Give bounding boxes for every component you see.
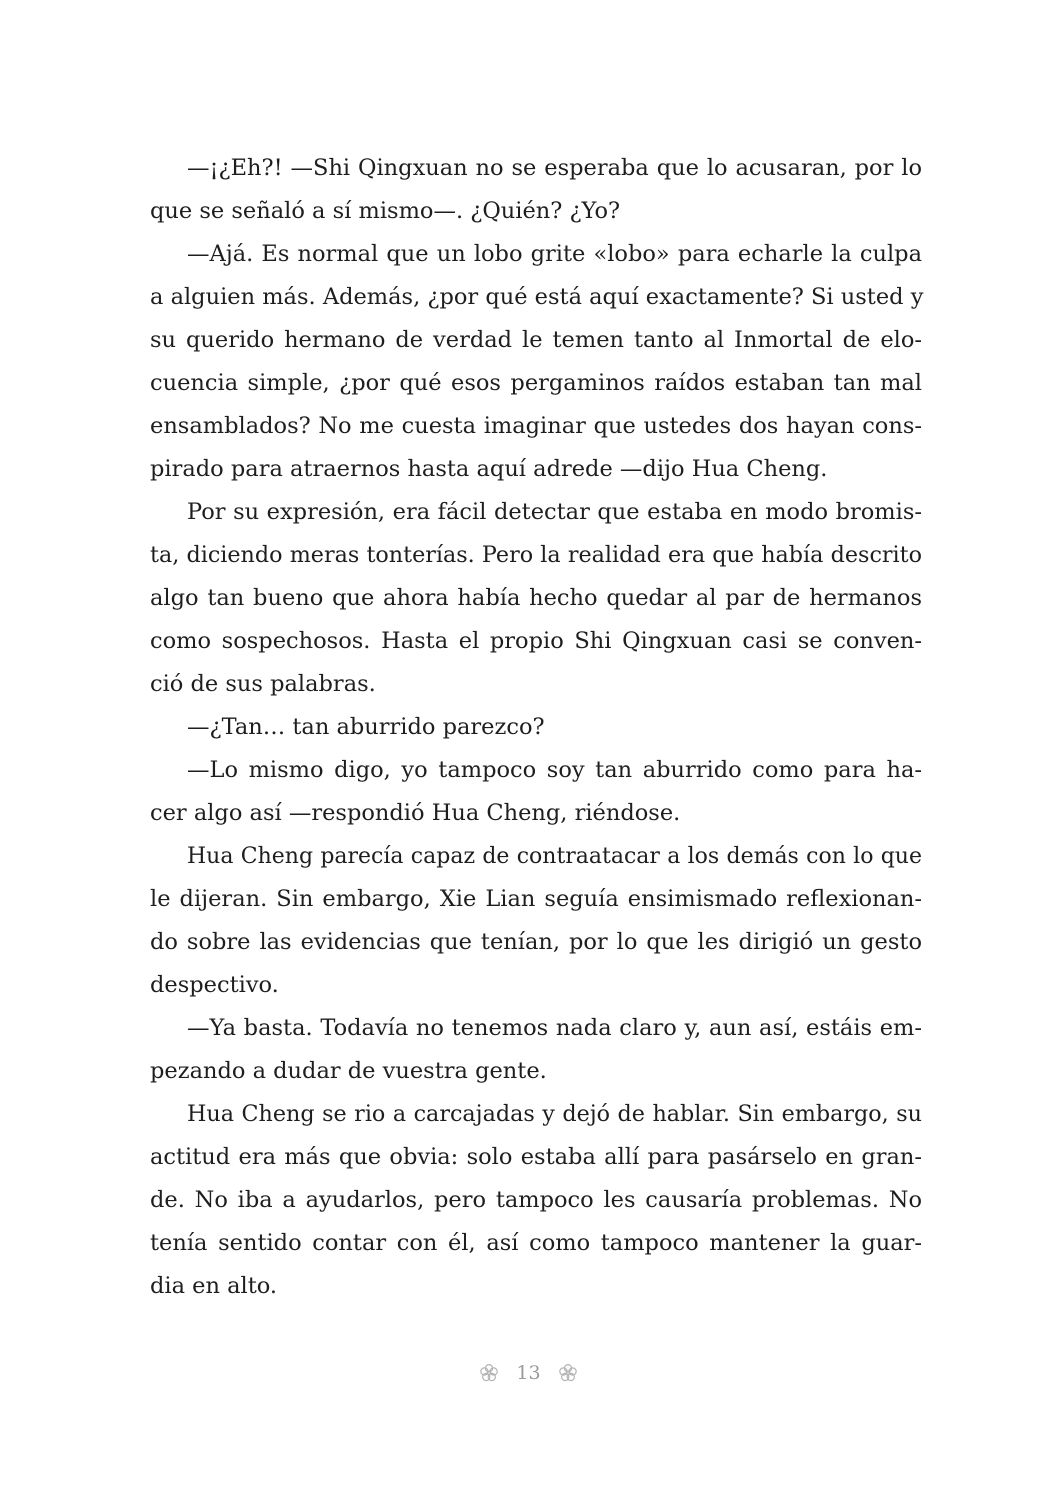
text-line: su querido hermano de verdad le temen tanto al Inmortal de elo- bbox=[150, 327, 922, 353]
text-line: Hua Cheng se rio a carcajadas y dejó de hablar. Sin embargo, su bbox=[187, 1101, 922, 1127]
text-line: actitud era más que obvia: solo estaba allí para pasárselo en gran- bbox=[150, 1144, 922, 1170]
body-text bbox=[150, 147, 922, 1308]
text-line: ció de sus palabras. bbox=[150, 671, 376, 697]
text-line: ensamblados? No me cuesta imaginar que ustedes dos hayan cons- bbox=[150, 413, 922, 439]
text-line: Por su expresión, era fácil detectar que estaba en modo bromis- bbox=[187, 499, 922, 525]
text-line: cuencia simple, ¿por qué esos pergaminos raídos estaban tan mal bbox=[150, 370, 922, 396]
flower-ornament-icon bbox=[557, 1362, 579, 1384]
text-line: cer algo así —respondió Hua Cheng, riéndose. bbox=[150, 800, 681, 826]
text-line: despectivo. bbox=[150, 972, 279, 998]
text-line: de. No iba a ayudarlos, pero tampoco les causaría problemas. No bbox=[150, 1187, 922, 1213]
text-line: a alguien más. Además, ¿por qué está aquí exactamente? Si usted y bbox=[150, 284, 924, 310]
text-line: —Lo mismo digo, yo tampoco soy tan aburrido como para ha- bbox=[187, 757, 922, 783]
text-line: le dijeran. Sin embargo, Xie Lian seguía ensimismado reflexionan- bbox=[150, 886, 922, 912]
text-line: —Ajá. Es normal que un lobo grite «lobo» para echarle la culpa bbox=[187, 241, 922, 267]
text-line: algo tan bueno que ahora había hecho quedar al par de hermanos bbox=[150, 585, 922, 611]
text-line: —¡¿Eh?! —Shi Qingxuan no se esperaba que lo acusaran, por lo bbox=[187, 155, 922, 181]
text-line: pezando a dudar de vuestra gente. bbox=[150, 1058, 547, 1084]
text-line: como sospechosos. Hasta el propio Shi Qingxuan casi se conven- bbox=[150, 628, 922, 654]
text-line: tenía sentido contar con él, así como tampoco mantener la guar- bbox=[150, 1230, 922, 1256]
text-line: ta, diciendo meras tonterías. Pero la realidad era que había descrito bbox=[150, 542, 922, 568]
text-line: —Ya basta. Todavía no tenemos nada claro y, aun así, estáis em- bbox=[187, 1015, 922, 1041]
page-number: 13 bbox=[516, 1362, 541, 1384]
text-line: que se señaló a sí mismo—. ¿Quién? ¿Yo? bbox=[150, 198, 621, 224]
text-line: do sobre las evidencias que tenían, por lo que les dirigió un gesto bbox=[150, 929, 922, 955]
text-line: pirado para atraernos hasta aquí adrede —dijo Hua Cheng. bbox=[150, 456, 828, 482]
page-footer bbox=[0, 1356, 1057, 1390]
text-line: dia en alto. bbox=[150, 1273, 278, 1299]
text-line: Hua Cheng parecía capaz de contraatacar a los demás con lo que bbox=[187, 844, 922, 869]
text-line: —¿Tan… tan aburrido parezco? bbox=[187, 714, 545, 740]
flower-ornament-icon bbox=[478, 1362, 500, 1384]
